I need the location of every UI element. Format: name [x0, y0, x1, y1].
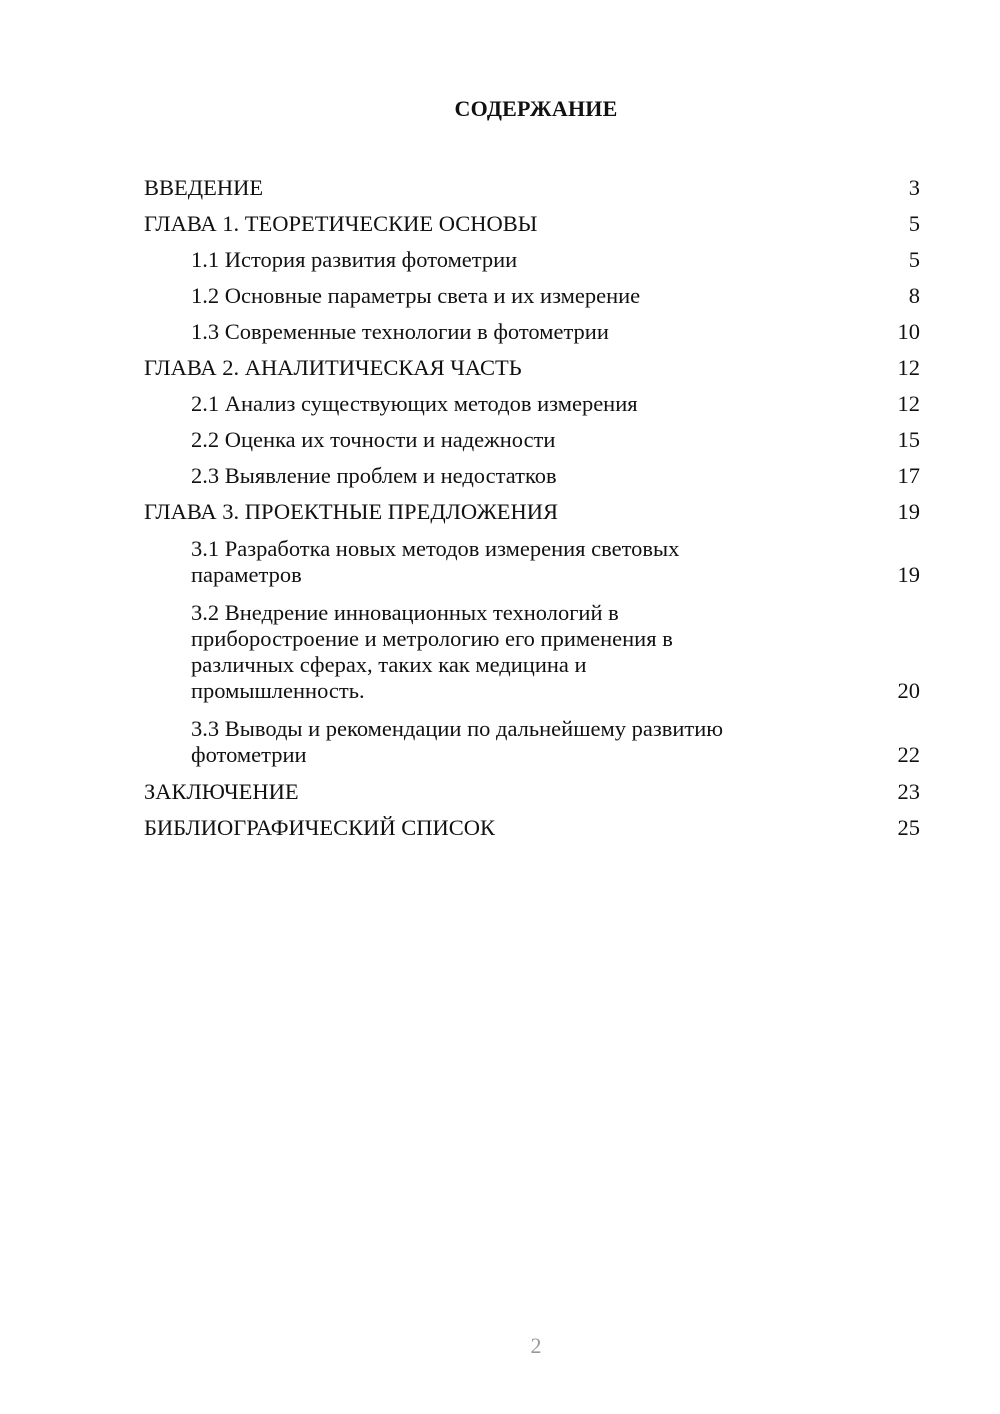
toc-entry-text: 3.3 Выводы и рекомендации по дальнейшему развитию фотометрии	[191, 716, 724, 767]
toc-entry-text: 1.1 История развития фотометрии	[191, 247, 518, 272]
toc-entry-chapter-3[interactable]	[144, 494, 920, 530]
toc-entry-page: 12	[897, 355, 920, 380]
toc-entry-conclusion[interactable]	[144, 774, 920, 810]
toc-entry-page: 19	[897, 562, 920, 587]
toc-entry-section-3-3[interactable]	[144, 710, 920, 774]
toc-entry-section-1-1[interactable]	[144, 242, 920, 278]
toc-entry-chapter-2[interactable]	[144, 350, 920, 386]
toc-entry-section-1-3[interactable]	[144, 314, 920, 350]
toc-entry-text: 3.1 Разработка новых методов измерения световых параметров	[191, 536, 680, 587]
toc-entry-section-3-2[interactable]	[144, 594, 920, 710]
toc-entry-page: 12	[897, 391, 920, 416]
toc-entry-page: 25	[897, 815, 920, 840]
toc-entry-section-3-1[interactable]	[144, 530, 920, 594]
toc-entry-text: БИБЛИОГРАФИЧЕСКИЙ СПИСОК	[144, 815, 496, 840]
toc-entry-text: 2.3 Выявление проблем и недостатков	[191, 463, 557, 488]
toc-entry-page: 5	[908, 247, 920, 272]
toc-entry-text: 2.1 Анализ существующих методов измерения	[191, 391, 638, 416]
toc-entry-page: 23	[897, 779, 920, 804]
table-of-contents	[144, 170, 920, 846]
toc-entry-text: 3.2 Внедрение инновационных технологий в приборостроение и метрологию его применения в различных сферах, таких как медицина и промышленность.	[191, 600, 673, 703]
toc-entry-page: 5	[908, 211, 920, 236]
toc-entry-section-2-3[interactable]	[144, 458, 920, 494]
toc-entry-page: 17	[897, 463, 920, 488]
toc-entry-page: 19	[897, 499, 920, 524]
toc-entry-text: ГЛАВА 2. АНАЛИТИЧЕСКАЯ ЧАСТЬ	[144, 355, 522, 380]
toc-entry-text: 1.3 Современные технологии в фотометрии	[191, 319, 609, 344]
toc-entry-text: ГЛАВА 1. ТЕОРЕТИЧЕСКИЕ ОСНОВЫ	[144, 211, 538, 236]
toc-entry-text: 2.2 Оценка их точности и надежности	[191, 427, 556, 452]
toc-entry-page: 8	[908, 283, 920, 308]
toc-entry-page: 3	[908, 175, 920, 200]
toc-entry-page: 10	[897, 319, 920, 344]
toc-entry-chapter-1[interactable]	[144, 206, 920, 242]
toc-entry-page: 20	[897, 678, 920, 703]
toc-entry-text: ВВЕДЕНИЕ	[144, 175, 264, 200]
toc-entry-page: 15	[897, 427, 920, 452]
toc-entry-text: ГЛАВА 3. ПРОЕКТНЫЕ ПРЕДЛОЖЕНИЯ	[144, 499, 559, 524]
toc-entry-section-2-2[interactable]	[144, 422, 920, 458]
toc-entry-section-2-1[interactable]	[144, 386, 920, 422]
page-title: СОДЕРЖАНИЕ	[454, 96, 618, 121]
toc-entry-introduction[interactable]	[144, 170, 920, 206]
toc-entry-section-1-2[interactable]	[144, 278, 920, 314]
toc-entry-bibliography[interactable]	[144, 810, 920, 846]
toc-entry-page: 22	[897, 742, 920, 767]
toc-entry-text: ЗАКЛЮЧЕНИЕ	[144, 779, 299, 804]
page-number: 2	[530, 1333, 542, 1358]
toc-entry-text: 1.2 Основные параметры света и их измерение	[191, 283, 641, 308]
